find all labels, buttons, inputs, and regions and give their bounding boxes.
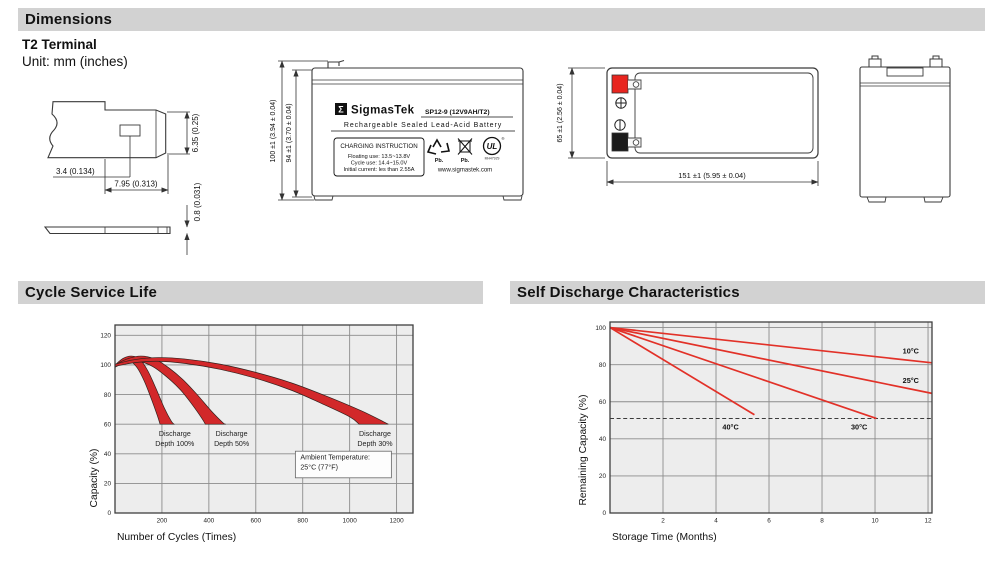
charging-line-1: Floating use: 13.5~13.8V [347,154,411,160]
battery-case-outline [312,61,523,201]
side-view-outline [860,56,950,202]
terminal-strip-side-profile [45,227,170,234]
battery-label [331,103,515,176]
ul-file-number: MH47929 [484,156,500,161]
dim-case-height: 94 ±1 (3.70 ± 0.04) [286,103,293,163]
ul-mark-icon [484,136,505,161]
recycle-pb-label: Pb. [434,158,444,164]
svg-text:100: 100 [100,362,111,370]
dim-hole-offset: 3.4 (0.134) [56,167,95,176]
top-dimension-lines [568,68,818,186]
polarity-symbols [615,98,626,130]
cycle-life-chart [85,318,425,568]
svg-text:6: 6 [767,517,771,525]
svg-text:40: 40 [598,436,606,444]
svg-text:80: 80 [598,361,606,369]
handle-recess [887,68,923,76]
charging-line-2: Cycle use: 14.4~15.0V [350,160,408,167]
cycle-life-title: Cycle Service Life [25,284,158,301]
recycle-pb-icon [428,140,449,154]
dim-thickness: 0.8 (0.031) [193,182,202,222]
svg-text:1200: 1200 [389,517,404,525]
terminal-tab [328,62,339,68]
svg-text:Discharge: Discharge [158,430,191,439]
ul-registered: ® [501,136,505,141]
svg-text:200: 200 [156,517,168,525]
svg-text:10°C: 10°C [902,346,919,356]
battery-subtitle: Rechargeable Sealed Lead-Acid Battery [343,122,503,129]
svg-text:0: 0 [107,510,111,518]
svg-text:25°C (77°F): 25°C (77°F) [300,463,338,472]
dim-depth: 65 ±1 (2.56 ± 0.04) [557,83,564,143]
brand-name: SigmasTek [351,104,415,117]
dimensions-section-header [18,8,985,31]
battery-side-view [850,50,995,260]
svg-text:0: 0 [602,510,606,518]
svg-text:60: 60 [103,421,111,429]
svg-text:40°C: 40°C [722,422,739,432]
ul-letters: UL [486,142,498,151]
positive-terminal [612,75,641,93]
model-number: SP12-9 (12V9AH/T2) [425,109,490,116]
svg-text:Depth 30%: Depth 30% [357,440,393,449]
svg-text:1000: 1000 [342,517,357,525]
svg-text:Discharge: Discharge [359,430,391,439]
charging-line-3: Initial current: les than 2.55A [343,167,415,173]
side-terminal-right [930,59,942,67]
terminal-detail-drawing [30,92,250,262]
website-text: www.sigmastek.com [437,167,493,174]
svg-text:30°C: 30°C [850,422,868,432]
dim-total-height: 100 ±1 (3.94 ± 0.04) [270,99,277,163]
unit-note: Unit: mm (inches) [22,54,128,69]
svg-text:100: 100 [595,324,606,332]
svg-text:400: 400 [203,517,215,525]
negative-terminal [612,133,641,151]
svg-text:20: 20 [103,480,111,488]
svg-text:20: 20 [598,473,606,481]
svg-text:Depth 50%: Depth 50% [214,440,250,449]
cycle-life-section-header [18,281,483,304]
self-discharge-chart [575,318,950,568]
terminal-type-heading: T2 Terminal [22,37,97,52]
svg-text:8: 8 [820,517,824,525]
battery-top-view [550,55,860,195]
svg-text:Capacity (%): Capacity (%) [89,448,100,508]
svg-text:40: 40 [103,450,111,458]
positive-terminal-red-block [612,75,628,93]
negative-terminal-black-block [612,133,628,151]
brand-sigma-glyph: Σ [338,104,344,115]
battery-front-view [265,55,540,230]
svg-text:25°C: 25°C [902,376,919,386]
svg-text:60: 60 [598,398,606,406]
svg-text:Ambient Temperature:: Ambient Temperature: [300,453,371,462]
svg-text:Discharge: Discharge [215,430,248,439]
charging-title: CHARGING INSTRUCTION [340,143,418,150]
svg-text:800: 800 [297,517,309,525]
dim-blade-height: 6.35 (0.25) [191,113,200,153]
svg-text:80: 80 [103,391,111,399]
dimensions-title: Dimensions [25,11,113,28]
side-terminal-left [869,59,881,67]
svg-text:2: 2 [661,517,665,525]
no-trash-pb-icon [458,139,472,155]
svg-text:Storage Time (Months): Storage Time (Months) [612,532,717,543]
dim-tab-width: 7.95 (0.313) [114,179,158,189]
svg-text:600: 600 [250,517,262,525]
self-discharge-title: Self Discharge Characteristics [517,284,740,301]
bin-pb-label: Pb. [460,158,470,164]
svg-text:Remaining Capacity (%): Remaining Capacity (%) [578,394,589,506]
dim-width: 151 ±1 (5.95 ± 0.04) [678,171,746,180]
svg-text:12: 12 [924,517,932,525]
svg-text:4: 4 [714,517,718,525]
svg-text:Depth 100%: Depth 100% [155,440,195,449]
svg-text:10: 10 [871,517,879,525]
svg-text:Number of Cycles (Times): Number of Cycles (Times) [117,532,237,543]
svg-text:120: 120 [100,332,111,340]
self-discharge-section-header [510,281,985,304]
